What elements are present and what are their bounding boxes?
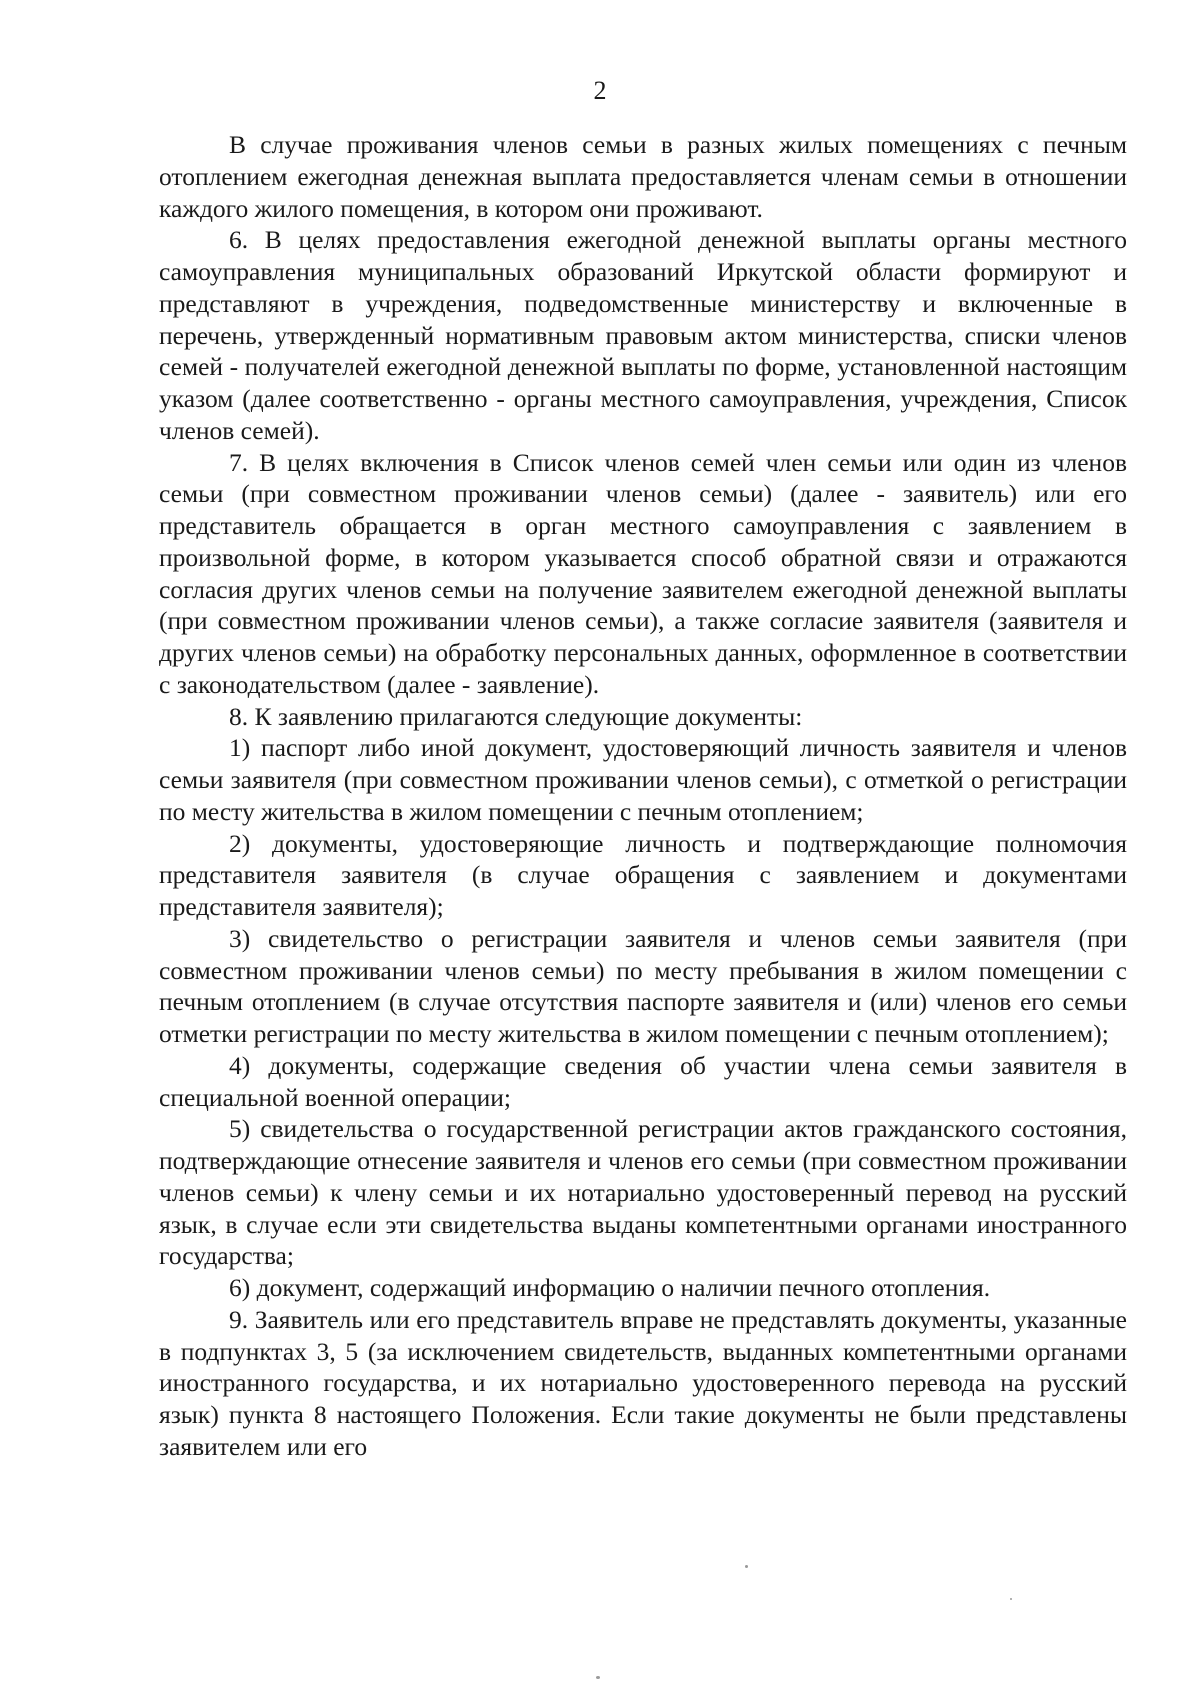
- paragraph-residence-note: В случае проживания членов семьи в разных жилых помещениях с печным отоплением ежегодная денежная выплата предоставляется членам семьи в отношении каждого жилого помещения, в котором они проживают.: [159, 130, 1127, 223]
- paragraph-item-8: 8. К заявлению прилагаются следующие документы:: [229, 701, 803, 731]
- scan-speck: [745, 1565, 748, 1568]
- paragraph-subitem-6: 6) документ, содержащий информацию о наличии печного отопления.: [229, 1273, 991, 1302]
- scan-speck: [1010, 1598, 1012, 1600]
- paragraph-subitem-2: 2) документы, удостоверяющие личность и подтверждающие полномочия представителя заявителя (в случае обращения с заявлением и документами представителя заявителя);: [159, 828, 1127, 921]
- paragraph-subitem-3: 3) свидетельство о регистрации заявителя и членов семьи заявителя (при совместном проживании членов семьи) по месту пребывания в жилом помещении с печным отоплением (в случае отсутствия паспорте заявителя и (или) членов его семьи отметки регистрации по месту жительства в жилом помещении с печным отоплением);: [159, 923, 1127, 1048]
- paragraph-item-9: 9. Заявитель или его представитель вправе не представлять документы, указанные в подпунктах 3, 5 (за исключением свидетельств, выданных компетентными органами иностранного государства, и их нотариально удостоверенного перевода на русский язык) пункта 8 настоящего Положения. Если такие документы не были представлены заявителем или его: [159, 1304, 1127, 1461]
- paragraph-subitem-5: 5) свидетельства о государственной регистрации актов гражданского состояния, подтверждающие отнесение заявителя и членов его семьи (при совместном проживании членов семьи) к члену семьи и их нотариально удостоверенный перевод на русский язык, в случае если эти свидетельства выданы компетентными органами иностранного государства;: [159, 1114, 1127, 1271]
- paragraph-subitem-1: 1) паспорт либо иной документ, удостоверяющий личность заявителя и членов семьи заявителя (при совместном проживании членов семьи), с отметкой о регистрации по месту жительства в жилом помещении с печным отоплением;: [159, 733, 1127, 826]
- scan-speck: [596, 1676, 600, 1679]
- paragraph-item-6: 6. В целях предоставления ежегодной денежной выплаты органы местного самоуправления муниципальных образований Иркутской области формируют и представляют в учреждения, подведомственные министерству и включенные в перечень, утвержденный нормативным правовым актом министерства, списки членов семей - получателей ежегодной денежной выплаты по форме, установленной настоящим указом (далее соответственно - органы местного самоуправления, учреждения, Список членов семей).: [159, 225, 1127, 445]
- paragraph-subitem-4: 4) документы, содержащие сведения об участии члена семьи заявителя в специальной военной операции;: [159, 1050, 1127, 1112]
- paragraph-item-7: 7. В целях включения в Список членов семей член семьи или один из членов семьи (при совместном проживании членов семьи) (далее - заявитель) или его представитель обращается в орган местного самоуправления с заявлением в произвольной форме, в котором указывается способ обратной связи и отражаются согласия других членов семьи на получение заявителем ежегодной денежной выплаты (при совместном проживании членов семьи), а также согласие заявителя (заявителя и других членов семьи) на обработку персональных данных, оформленное в соответствии с законодательством (далее - заявление).: [159, 447, 1127, 699]
- page-number: 2: [593, 76, 607, 105]
- document-body: [159, 129, 1127, 1463]
